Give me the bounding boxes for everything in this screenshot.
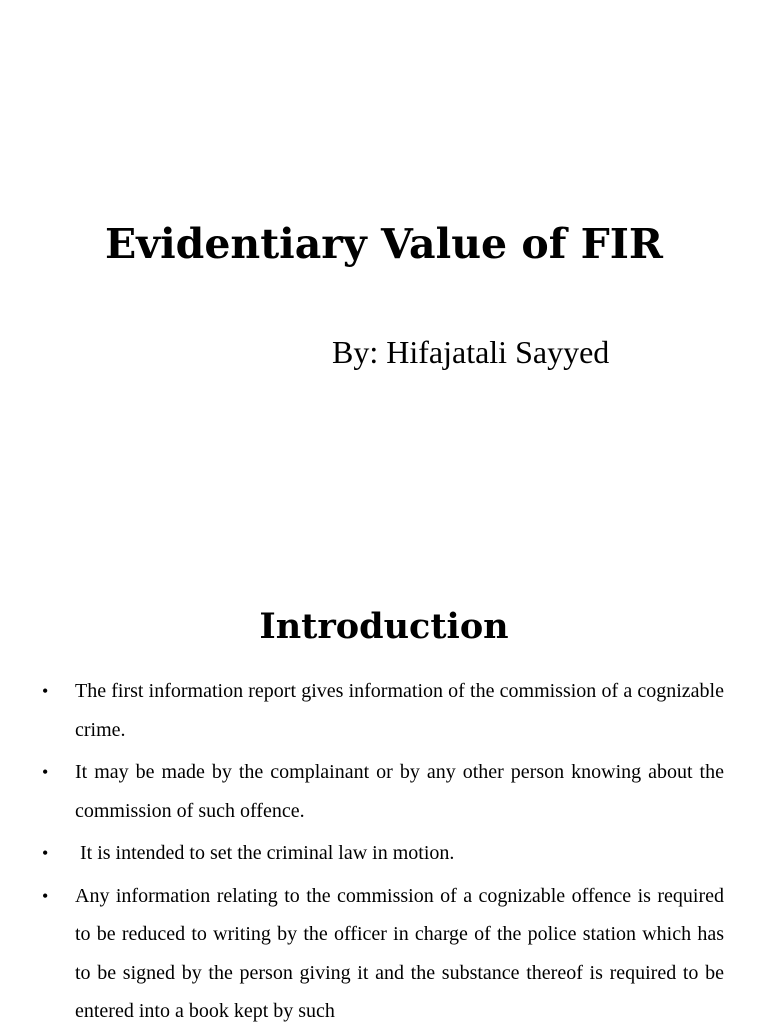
bullet-text: Any information relating to the commission of a cognizable offence is required to be reduced to writing by the officer in charge of the police station which has to be signed by the person giving it and the substance thereof is required to be entered into a book kept by such (75, 884, 724, 1022)
list-item (40, 753, 724, 830)
list-item (40, 672, 724, 749)
bullet-text: The first information report gives information of the commission of a cognizable crime. (75, 680, 724, 741)
bullet-icon: • (42, 681, 49, 701)
bullet-text: It may be made by the complainant or by any other person knowing about the commission of such offence. (75, 761, 724, 822)
introduction-slide (0, 578, 768, 1024)
section-heading: Introduction (259, 606, 509, 647)
bullet-text: It is intended to set the criminal law in motion. (75, 842, 455, 864)
list-item (40, 877, 724, 1031)
bullet-list (40, 672, 724, 1035)
bullet-icon: • (42, 843, 49, 863)
list-item (40, 834, 724, 873)
author-byline: By: Hifajatali Sayyed (332, 334, 610, 370)
presentation-title: Evidentiary Value of FIR (105, 220, 663, 268)
bullet-icon: • (42, 885, 49, 906)
bullet-icon: • (42, 762, 49, 782)
